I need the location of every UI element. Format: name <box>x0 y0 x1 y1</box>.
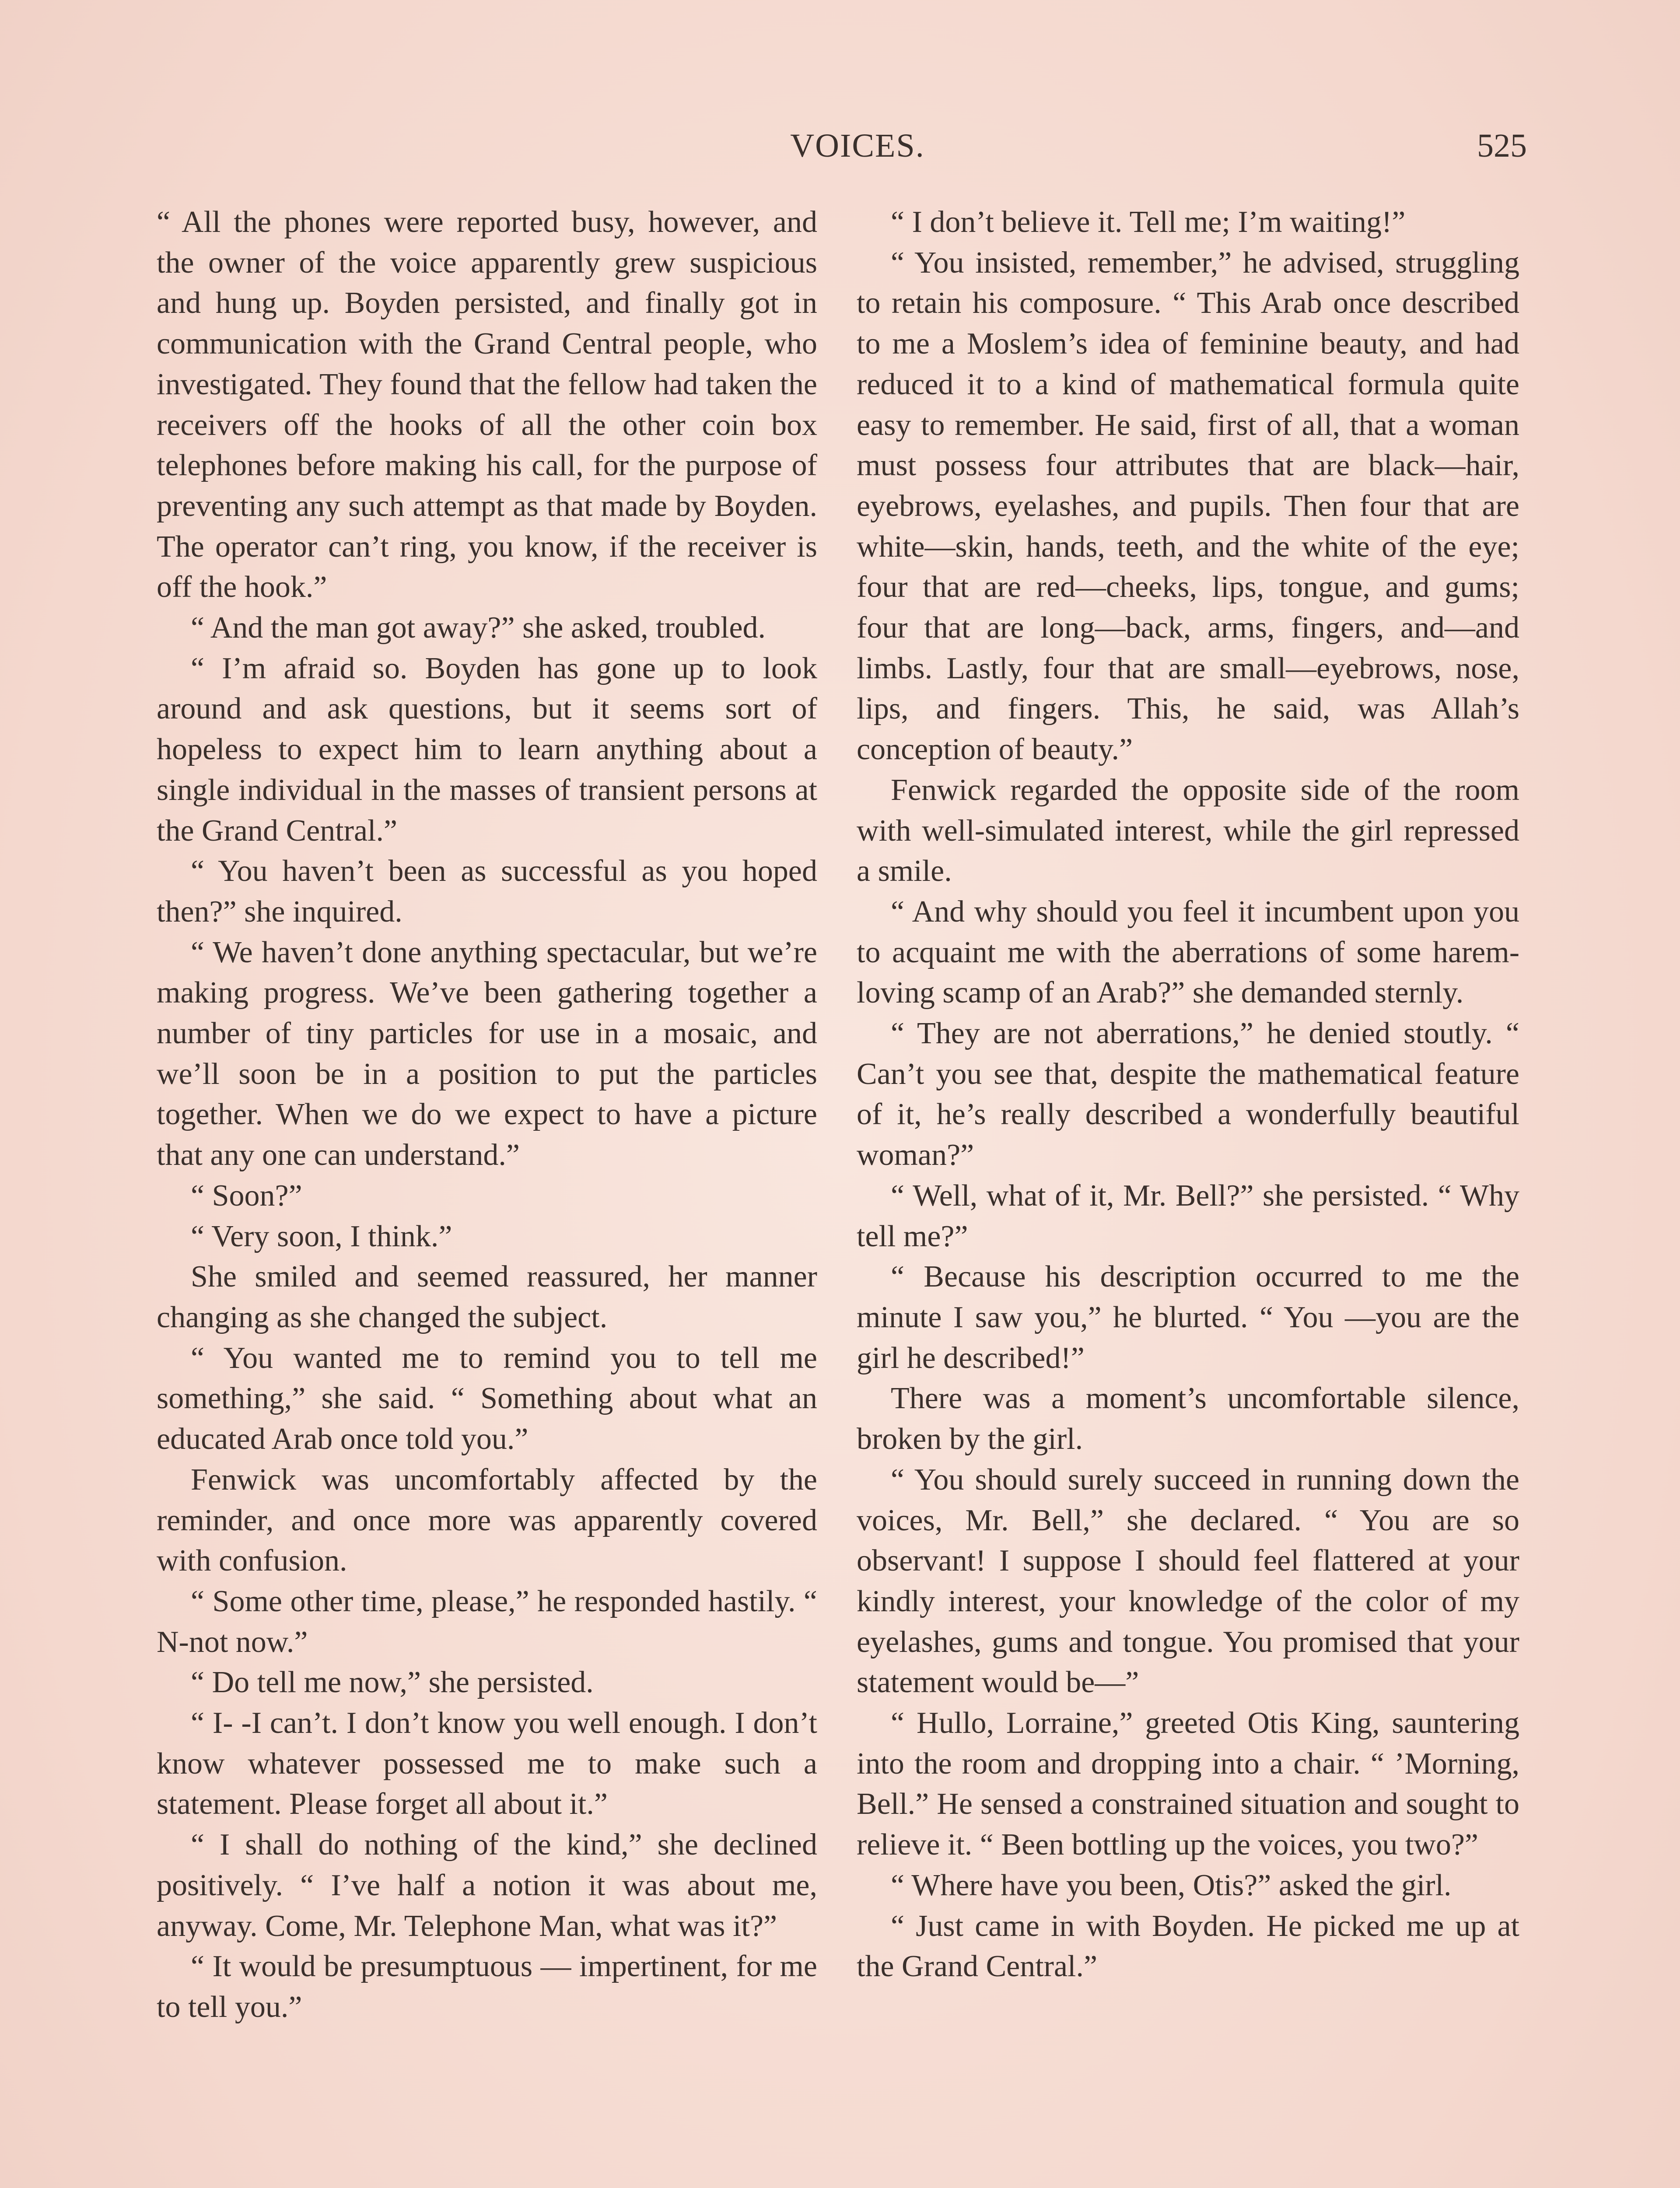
paragraph: “ You wanted me to remind you to tell me something,” she said. “ Something about what an educated Arab once told you.” <box>157 1341 817 1456</box>
paragraph: “ Do tell me now,” she persisted. <box>191 1666 594 1700</box>
paragraph: “ You haven’t been as successful as you hoped then?” she inquired. <box>157 854 817 929</box>
paragraph: “ We haven’t done anything spectacular, but we’re making progress. We’ve been gathering together a number of tiny particles for use in a mosaic, and we’ll soon be in a position to put the particles together. When we do we expect to have a picture that any one can understand.” <box>157 935 817 1172</box>
paragraph: “ Hullo, Lorraine,” greeted Otis King, sauntering into the room and dropping into a chair. “ ’Morning, Bell.” He sensed a constrained situation and sought to relieve it. “ Been bottling up the voices, you two?” <box>857 1706 1519 1862</box>
running-title: VOICES. <box>790 127 925 164</box>
paragraph: “ They are not aberrations,” he denied stoutly. “ Can’t you see that, despite the mathematical feature of it, he’s really described a wonderfully beautiful woman?” <box>857 1017 1519 1172</box>
paragraph: “ You should surely succeed in running down the voices, Mr. Bell,” she declared. “ You are so observant! I suppose I should feel flattered at your kindly interest, your knowledge of the color of my eyelashes, gums and tongue. You promised that your statement would be—” <box>857 1462 1519 1700</box>
paragraph: Fenwick regarded the opposite side of the room with well-simulated interest, while the girl repressed a smile. <box>857 773 1519 888</box>
paragraph: “ I shall do nothing of the kind,” she declined positively. “ I’ve half a notion it was about me, anyway. Come, Mr. Telephone Man, what was it?” <box>157 1828 817 1943</box>
paragraph: “ It would be presumptuous — impertinent, for me to tell you.” <box>157 1950 817 2024</box>
paragraph: “ Where have you been, Otis?” asked the girl. <box>891 1868 1452 1902</box>
paragraph: “ All the phones were reported busy, however, and the owner of the voice apparently grew suspicious and hung up. Boyden persisted, and finally got in communication with the Grand Central people, who investigated. They found that the fellow had taken the receivers off the hooks of all the other coin box telephones before making his call, for the purpose of preventing any such attempt as that made by Boyden. The operator can’t ring, you know, if the receiver is off the hook.” <box>157 205 817 604</box>
paragraph: “ And why should you feel it incumbent upon you to acquaint me with the aberrations of some harem-loving scamp of an Arab?” she demanded sternly. <box>857 894 1519 1010</box>
left-text-column <box>157 202 817 2028</box>
paragraph: “ Well, what of it, Mr. Bell?” she persisted. “ Why tell me?” <box>857 1178 1519 1253</box>
paragraph: “ I’m afraid so. Boyden has gone up to look around and ask questions, but it seems sort of hopeless to expect him to learn anything about a single individual in the masses of transient persons at the Grand Central.” <box>157 651 817 848</box>
paragraph: Fenwick was uncomfortably affected by the reminder, and once more was apparently covered with confusion. <box>157 1462 817 1578</box>
paragraph: “ Very soon, I think.” <box>191 1219 452 1253</box>
paragraph: She smiled and seemed reassured, her manner changing as she changed the subject. <box>157 1260 817 1334</box>
paragraph: “ And the man got away?” she asked, troubled. <box>191 611 766 645</box>
paragraph: There was a moment’s uncomfortable silence, broken by the girl. <box>857 1382 1519 1456</box>
paragraph: “ Because his description occurred to me the minute I saw you,” he blurted. “ You —you are the girl he described!” <box>857 1260 1519 1375</box>
right-text-column <box>857 202 1519 1987</box>
page-number: 525 <box>1477 127 1527 164</box>
paragraph: “ I don’t believe it. Tell me; I’m waiting!” <box>891 205 1406 239</box>
paragraph: “ I- -I can’t. I don’t know you well enough. I don’t know whatever possessed me to make such a statement. Please forget all about it.” <box>157 1706 817 1821</box>
paragraph: “ Soon?” <box>191 1178 302 1213</box>
paragraph: “ Some other time, please,” he responded hastily. “ N-not now.” <box>157 1584 817 1659</box>
paragraph: “ You insisted, remember,” he advised, struggling to retain his composure. “ This Arab once described to me a Moslem’s idea of feminine beauty, and had reduced it to a kind of mathematical formula quite easy to remember. He said, first of all, that a woman must possess four attributes that are black—hair, eyebrows, eyelashes, and pupils. Then four that are white—skin, hands, teeth, and the white of the eye; four that are red—cheeks, lips, tongue, and gums; four that are long—back, arms, fingers, and—and limbs. Lastly, four that are small—eyebrows, nose, lips, and fingers. This, he said, was Allah’s conception of beauty.” <box>857 245 1519 767</box>
paragraph: “ Just came in with Boyden. He picked me up at the Grand Central.” <box>857 1909 1519 1984</box>
